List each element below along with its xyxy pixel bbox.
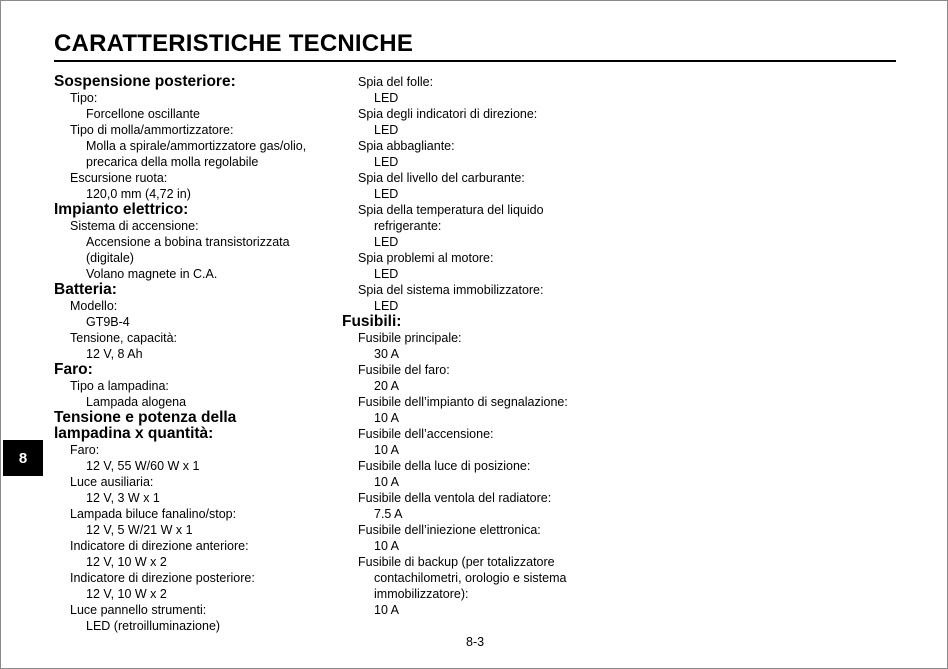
section-bulb-voltage: Tensione e potenza della (54, 409, 237, 426)
spec-label: Tipo: (70, 91, 98, 105)
spec-value: 10 A (374, 475, 400, 489)
section-fuses: Fusibili: (342, 313, 402, 330)
section-bulb-voltage-cont: lampadina x quantità: (54, 425, 214, 442)
spec-label: Tensione, capacità: (70, 331, 178, 345)
spec-value: LED (374, 187, 399, 201)
spec-value: LED (374, 235, 399, 249)
spec-label: Faro: (70, 443, 100, 457)
spec-value: 120,0 mm (4,72 in) (86, 187, 191, 201)
spec-value: LED (retroilluminazione) (86, 619, 221, 633)
spec-value: Forcellone oscillante (86, 107, 200, 121)
spec-value: 12 V, 10 W x 2 (86, 555, 167, 569)
spec-value: 30 A (374, 347, 400, 361)
spec-label: Spia della temperatura del liquido (358, 203, 544, 217)
spec-value: Molla a spirale/ammortizzatore gas/olio, (86, 139, 307, 153)
spec-label: Fusibile di backup (per totalizzatore (358, 555, 555, 569)
spec-value: GT9B-4 (86, 315, 130, 329)
spec-value: 12 V, 3 W x 1 (86, 491, 160, 505)
spec-label: Indicatore di direzione posteriore: (70, 571, 255, 585)
spec-label: Spia abbagliante: (358, 139, 455, 153)
spec-label: Spia del folle: (358, 75, 434, 89)
spec-label: Spia del livello del carburante: (358, 171, 525, 185)
spec-label: Fusibile dell’iniezione elettronica: (358, 523, 541, 537)
right-column (342, 74, 642, 618)
spec-value: LED (374, 155, 399, 169)
spec-label: Fusibile del faro: (358, 363, 450, 377)
spec-label: Tipo a lampadina: (70, 379, 169, 393)
spec-value: Volano magnete in C.A. (86, 267, 218, 281)
spec-label: Spia problemi al motore: (358, 251, 494, 265)
spec-value: 20 A (374, 379, 400, 393)
page-number: 8-3 (466, 635, 485, 649)
spec-label: Fusibile dell’accensione: (358, 427, 494, 441)
spec-label: Sistema di accensione: (70, 219, 199, 233)
spec-label: Tipo di molla/ammortizzatore: (70, 123, 234, 137)
spec-value: precarica della molla regolabile (86, 155, 259, 169)
spec-value: 10 A (374, 411, 400, 425)
spec-label: Luce ausiliaria: (70, 475, 154, 489)
spec-value: 10 A (374, 539, 400, 553)
spec-value: LED (374, 123, 399, 137)
chapter-tab: 8 (3, 440, 43, 476)
spec-value: 12 V, 5 W/21 W x 1 (86, 523, 193, 537)
spec-value: Lampada alogena (86, 395, 187, 409)
spec-value: 10 A (374, 443, 400, 457)
spec-value: 12 V, 10 W x 2 (86, 587, 167, 601)
spec-value: LED (374, 299, 399, 313)
spec-label: Fusibile della ventola del radiatore: (358, 491, 552, 505)
spec-label: Luce pannello strumenti: (70, 603, 207, 617)
section-rear-suspension: Sospensione posteriore: (54, 73, 236, 90)
page-title: CARATTERISTICHE TECNICHE (54, 30, 414, 57)
section-electrical: Impianto elettrico: (54, 201, 189, 218)
spec-label: Spia del sistema immobilizzatore: (358, 283, 544, 297)
section-headlight: Faro: (54, 361, 93, 378)
section-battery: Batteria: (54, 281, 117, 298)
spec-label: Fusibile dell’impianto di segnalazione: (358, 395, 568, 409)
spec-label: Escursione ruota: (70, 171, 168, 185)
spec-label: Fusibile principale: (358, 331, 462, 345)
spec-value: 7.5 A (374, 507, 403, 521)
spec-value: 12 V, 8 Ah (86, 347, 143, 361)
spec-value: 12 V, 55 W/60 W x 1 (86, 459, 200, 473)
spec-value: 10 A (374, 603, 400, 617)
spec-label-cont: refrigerante: (374, 219, 442, 233)
spec-label: Indicatore di direzione anteriore: (70, 539, 249, 553)
spec-label: Spia degli indicatori di direzione: (358, 107, 538, 121)
spec-label: Lampada biluce fanalino/stop: (70, 507, 237, 521)
spec-value: (digitale) (86, 251, 134, 265)
spec-label-cont: immobilizzatore): (374, 587, 469, 601)
spec-value: Accensione a bobina transistorizzata (86, 235, 290, 249)
spec-value: LED (374, 91, 399, 105)
left-column (54, 74, 344, 634)
title-rule (54, 60, 896, 62)
spec-value: LED (374, 267, 399, 281)
spec-label: Modello: (70, 299, 118, 313)
spec-label-cont: contachilometri, orologio e sistema (374, 571, 567, 585)
spec-label: Fusibile della luce di posizione: (358, 459, 531, 473)
